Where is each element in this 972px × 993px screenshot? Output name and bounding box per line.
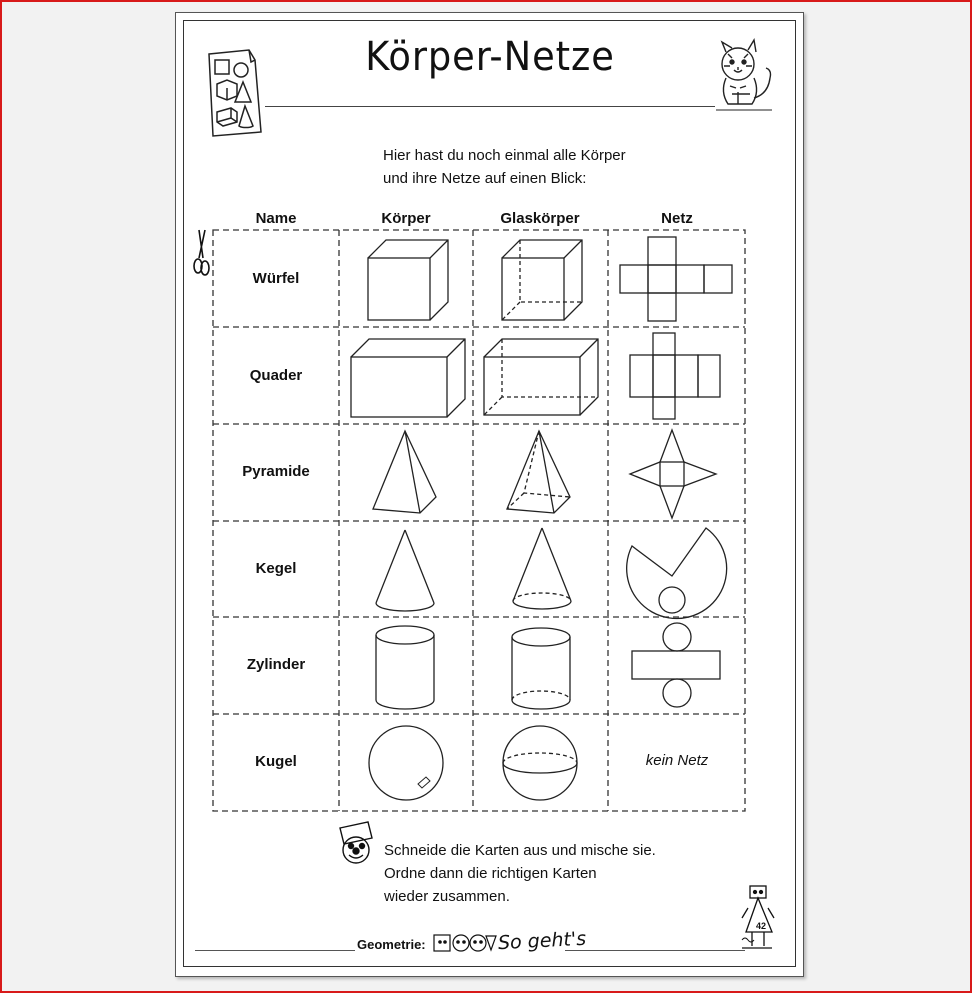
column-header-name: Name bbox=[255, 210, 297, 227]
kugel-no-net-text: kein Netz bbox=[645, 752, 709, 769]
cuboid-solid bbox=[351, 339, 465, 417]
cylinder-glass bbox=[512, 628, 570, 709]
row-label-quader: Quader bbox=[249, 367, 303, 384]
cube-glass bbox=[502, 240, 582, 320]
cone-solid bbox=[376, 530, 434, 611]
cuboid-glass bbox=[484, 339, 598, 415]
cone-net bbox=[627, 528, 727, 618]
footer-rule-right bbox=[565, 950, 745, 951]
row-label-wuerfel: Würfel bbox=[252, 270, 300, 287]
sphere-glass bbox=[503, 726, 577, 800]
cube-solid bbox=[368, 240, 448, 320]
cuboid-net bbox=[630, 333, 720, 419]
page-number: 42 bbox=[756, 921, 767, 931]
robot-figure-icon bbox=[738, 884, 778, 954]
pyramid-solid bbox=[373, 431, 436, 513]
cylinder-solid bbox=[376, 626, 434, 709]
instruction-text bbox=[384, 839, 656, 908]
footer-rule-left bbox=[195, 950, 355, 951]
page-title: Körper-Netze bbox=[365, 34, 615, 80]
cone-glass bbox=[513, 528, 571, 609]
pyramid-net bbox=[630, 430, 716, 518]
cube-net bbox=[620, 237, 732, 321]
row-label-kegel: Kegel bbox=[255, 560, 297, 577]
column-header-glaskoerper: Glaskörper bbox=[500, 210, 580, 227]
column-header-koerper: Körper bbox=[381, 210, 431, 227]
intro-line-2: und ihre Netze auf einen Blick: bbox=[383, 170, 587, 187]
pyramid-glass bbox=[507, 431, 570, 513]
shapes-face-icon bbox=[432, 932, 498, 954]
sphere-solid bbox=[369, 726, 443, 800]
footer-geometrie-label: Geometrie: bbox=[357, 937, 426, 952]
row-label-pyramide: Pyramide bbox=[242, 463, 310, 480]
cylinder-net bbox=[632, 623, 720, 707]
footer-brand: So geht's bbox=[497, 927, 587, 955]
row-label-zylinder: Zylinder bbox=[246, 656, 306, 673]
clown-face-icon bbox=[334, 818, 380, 866]
row-label-kugel: Kugel bbox=[255, 753, 297, 770]
instruction-line-3: wieder zusammen. bbox=[384, 888, 510, 905]
instruction-line-1: Schneide die Karten aus und mische sie. bbox=[384, 842, 656, 859]
instruction-line-2: Ordne dann die richtigen Karten bbox=[384, 865, 597, 882]
intro-line-1: Hier hast du noch einmal alle Körper bbox=[383, 147, 626, 164]
column-header-netz: Netz bbox=[661, 210, 693, 227]
